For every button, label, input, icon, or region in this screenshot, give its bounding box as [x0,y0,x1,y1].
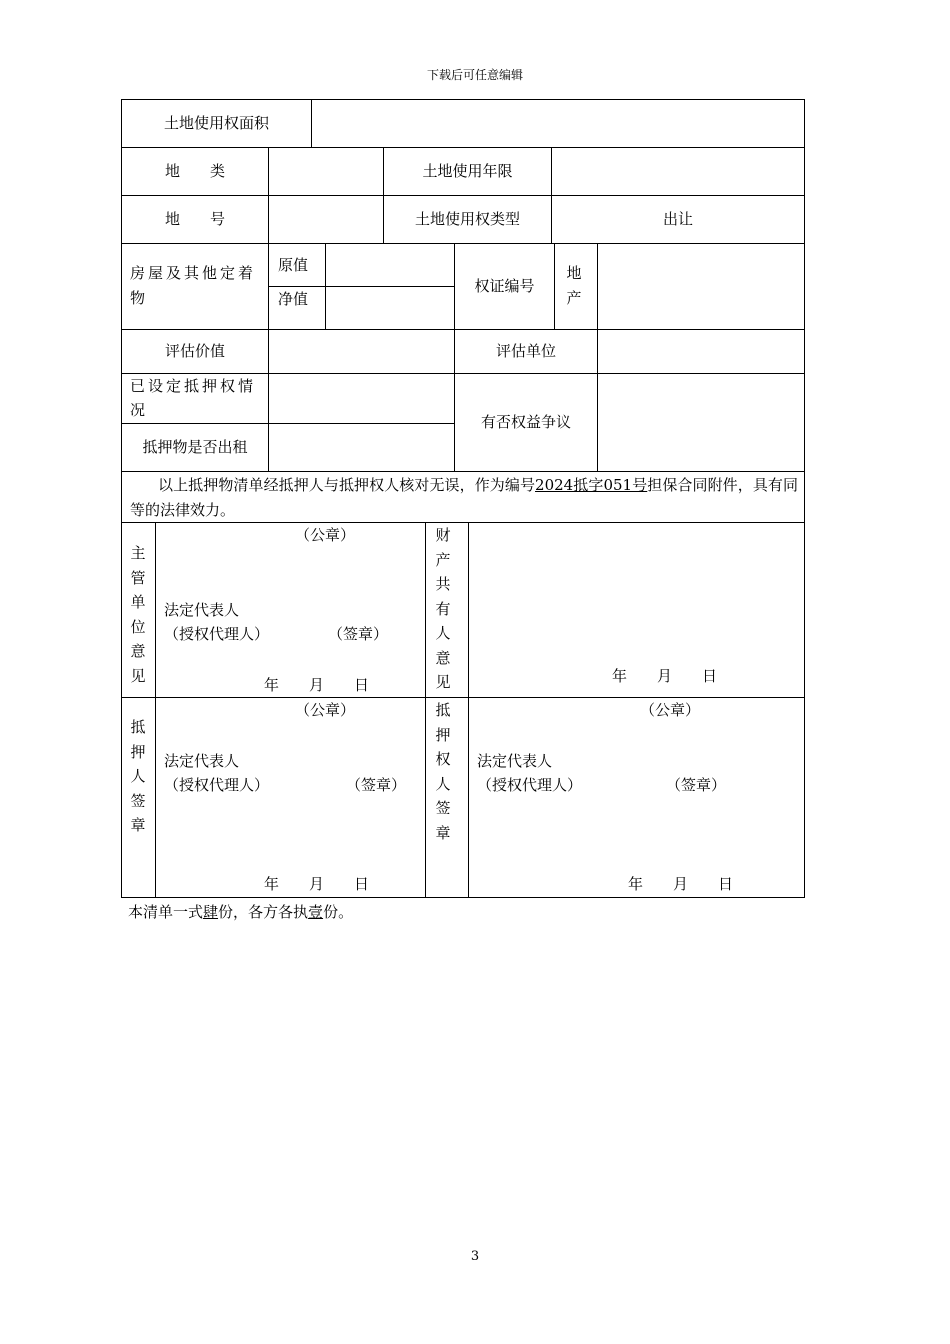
mortgagor-date: 年 月 日 [264,875,370,893]
net-value-label: 净值 [278,290,309,308]
mortgagee-signature: （签章） [666,776,727,794]
land-right-type-label: 土地使用权类型 [414,210,520,228]
land-right-type-value: 出让 [662,210,693,228]
building-label: 房屋及其他定着物 [130,264,257,307]
appraisal-value-label: 评估价值 [164,342,225,360]
copies-note-mid: 份，各方各执 [218,903,309,921]
land-term-label: 土地使用年限 [422,162,513,180]
mortgagor-agent: （授权代理人） [164,776,270,794]
mortgagee-date: 年 月 日 [628,875,734,893]
authority-legal-rep: 法定代表人 [164,601,240,619]
mortgagor-signature: （签章） [346,776,407,794]
co-owner-opinion-label: 财产共有人意见 [435,526,451,691]
land-estate-label: 地产 [566,264,582,307]
mortgagee-signature-label: 抵押权人签章 [435,701,451,842]
mortgagee-agent: （授权代理人） [477,776,583,794]
mortgagee-seal: （公章） [639,701,700,719]
authority-signature: （签章） [328,625,389,643]
land-type-label: 地 类 [164,162,225,180]
copies-note [128,900,353,924]
authority-seal: （公章） [294,526,355,544]
mortgagor-legal-rep: 法定代表人 [164,752,240,770]
appraisal-org-label: 评估单位 [495,342,556,360]
statement [130,473,798,522]
contract-number: 2024抵字051号 [535,476,648,494]
mortgagor-seal: （公章） [294,701,355,719]
mortgagor-signature-label: 抵押人签章 [130,718,146,834]
co-owner-date: 年 月 日 [612,667,718,685]
copies-note-pre: 本清单一式 [128,903,204,921]
leased-label: 抵押物是否出租 [142,438,248,456]
statement-pre: 以上抵押物清单经抵押人与抵押权人核对无误，作为编号 [158,476,536,494]
original-value-label: 原值 [278,256,309,274]
existing-mortgage-label: 已设定抵押权情况 [130,377,257,419]
statement-post: 担保合同附件，具有同等的法律效力。 [130,476,798,519]
authority-agent: （授权代理人） [164,625,270,643]
authority-date: 年 月 日 [264,676,370,694]
mortgagee-legal-rep: 法定代表人 [477,752,553,770]
page-number: 3 [470,1249,480,1264]
copies-total: 肆 [203,903,219,921]
authority-opinion-label: 主管单位意见 [130,544,146,685]
copies-note-post: 份。 [323,903,354,921]
page-header: 下载后可任意编辑 [426,68,523,82]
land-number-label: 地 号 [164,210,225,228]
copies-each: 壹 [308,903,324,921]
cert-number-label: 权证编号 [474,277,535,295]
land-area-label: 土地使用权面积 [163,114,269,132]
dispute-label: 有否权益争议 [480,413,571,431]
